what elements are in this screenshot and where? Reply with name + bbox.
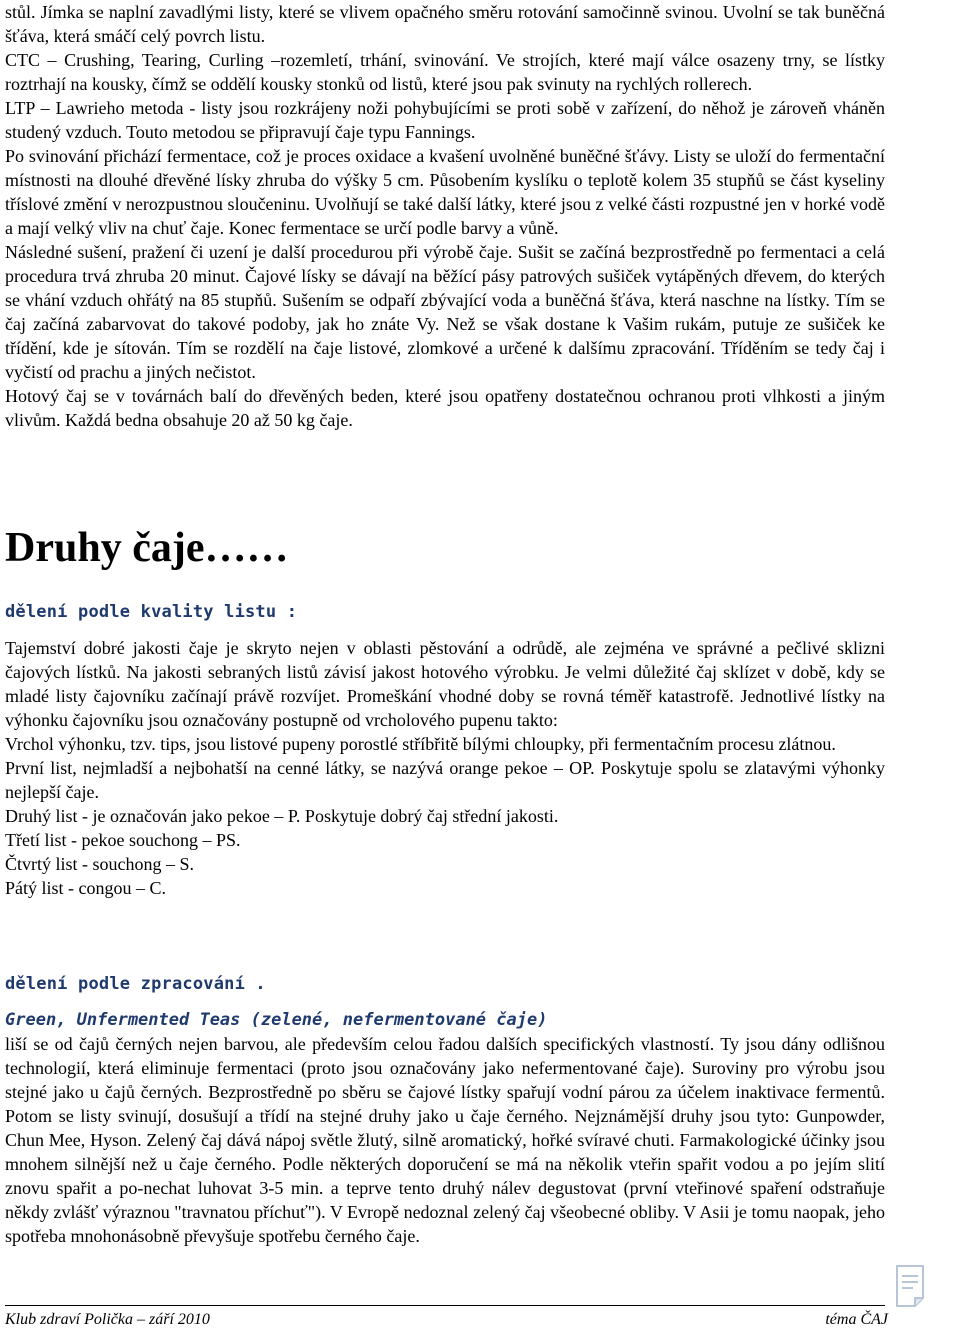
paragraph: Druhý list - je označován jako pekoe – P. Poskytuje dobrý čaj střední jakosti. [5,806,559,826]
processing-section [5,1008,885,1248]
paragraph: stůl. Jímka se naplní zavadlými listy, které se vlivem opačného směru rotování samočinně svinou. Uvolní se tak buněčná šťáva, která smáčí celý povrch listu. [5,2,885,46]
page-curl-icon [893,1262,927,1310]
footer-divider [5,1305,885,1306]
paragraph: Hotový čaj se v továrnách balí do dřevěných beden, které jsou opatřeny dostatečnou ochranou proti vlhkosti a jiným vlivům. Každá bedna obsahuje 20 až 50 kg čaje. [5,386,885,430]
paragraph: Vrchol výhonku, tzv. tips, jsou listové pupeny porostlé stříbřitě bílými chloupky, při fermentačním procesu zlátnou. [5,734,836,754]
paragraph: Pátý list - congou – C. [5,878,166,898]
paragraph: Po svinování přichází fermentace, což je proces oxidace a kvašení uvolněné buněčné šťávy. Listy se uloží do fermentační místnosti na dlouhé dřevěné lísky zhruba do výšky 5 cm. Působením kyslíku o teplotě kolem 35 stupňů se část kyseliny tříslové změní v nerozpustnou sloučeninu. Uvolňují se také další látky, které jsou z velké části rozpustné jen v horké vodě a mají velký vliv na chuť čaje. Konec fermentace se určí podle barvy a vůně. [5,146,885,238]
paragraph: LTP – Lawrieho metoda - listy jsou rozkrájeny noži pohybujícími se proti sobě v zařízení, do něhož je zároveň vháněn studený vzduch. Touto metodou se připravují čaje typu Fannings. [5,98,885,142]
paragraph: CTC – Crushing, Tearing, Curling –rozemletí, trhání, svinování. Ve strojích, které mají válce osazeny trny, se lístky roztrhají na kousky, čímž se oddělí kousky stonků od listů, které jsou pak svinuty na rychlých rollerech. [5,50,885,94]
section-heading-quality: dělení podle kvality listu : [5,602,298,622]
intro-section [5,0,885,432]
paragraph: Třetí list - pekoe souchong – PS. [5,830,241,850]
page-title: Druhy čaje…… [5,525,289,571]
footer-left-text: Klub zdraví Polička – září 2010 [5,1311,210,1328]
footer-right-text: téma ČAJ [825,1311,888,1328]
paragraph: Tajemství dobré jakosti čaje je skryto nejen v oblasti pěstování a odrůdě, ale zejména ve správné a pečlivé sklizni čajových lístků. Na jakosti sebraných listů závisí jakost hotového výrobku. Je velmi důležité čaj sklízet v době, kdy se mladé listy čajovníku začínají právě rozvíjet. Promeškání vhodné doby se rovná téměř katastrofě. Jednotlivé lístky na výhonku čajovníku jsou označovány postupně od vrcholového pupenu takto: [5,638,885,730]
paragraph: liší se od čajů černých nejen barvou, ale především celou řadou dalších specifických vlastností. Ty jsou dány odlišnou technologií, která eliminuje fermentaci (proto jsou označovány jako nefermentované čaje). Suroviny pro výrobu jsou stejné jako u čajů černých. Bezprostředně po sběru se čajové lístky spařují vodní párou za účelem inaktivace fermentů. Potom se listy svinují, dosušují a třídí na stejné druhy jako u čaje černého. Nejznámější druhy jsou tyto: Gunpowder, Chun Mee, Hyson. Zelený čaj dává nápoj světle žlutý, silně aromatický, hořké svíravé chuti. Farmakologické účinky jsou mnohem silnější než u čaje černého. Podle některých doporučení se má na několik vteřin spařit vodou a po jejím slití znovu spařit a po-nechat luhovat 3-5 min. a teprve tento druhý nálev degustovat (první vteřinové spaření odstraňuje někdy zvlášť výraznou "travnatou příchuť"). V Evropě nedoznal zelený čaj všeobecné obliby. V Asii je tomu naopak, jeho spotřeba mnohonásobně převyšuje spotřebu černého čaje. [5,1034,885,1246]
paragraph: První list, nejmladší a nejbohatší na cenné látky, se nazývá orange pekoe – OP. Poskytuje spolu se zlatavými výhonky nejlepší čaje. [5,758,885,802]
section-heading-processing: dělení podle zpracování . [5,974,266,994]
paragraph: Následné sušení, pražení či uzení je další procedurou při výrobě čaje. Sušit se začíná bezprostředně po fermentaci a celá procedura trvá zhruba 20 minut. Čajové lísky se dávají na běžící pásy patrových sušiček vytápěných dřevem, do kterých se vhání vzduch ohřátý na 85 stupňů. Sušením se odpaří zbývající voda a buněčná šťáva, která naschne na lístky. Tím se čaj začíná zabarvovat do takové podoby, jak ho znáte Vy. Než se však dostane k Vašim rukám, putuje ze sušiček ke třídění, kde je sítován. Tím se rozdělí na čaje listové, zlomkové a určené k dalšímu zpracování. Tříděním se tedy čaj i vyčistí od prachu a jiných nečistot. [5,242,885,382]
paragraph: Čtvrtý list - souchong – S. [5,854,195,874]
subsection-heading: Green, Unfermented Teas (zelené, nefermentované čaje) [5,1010,548,1030]
quality-section [5,636,885,900]
